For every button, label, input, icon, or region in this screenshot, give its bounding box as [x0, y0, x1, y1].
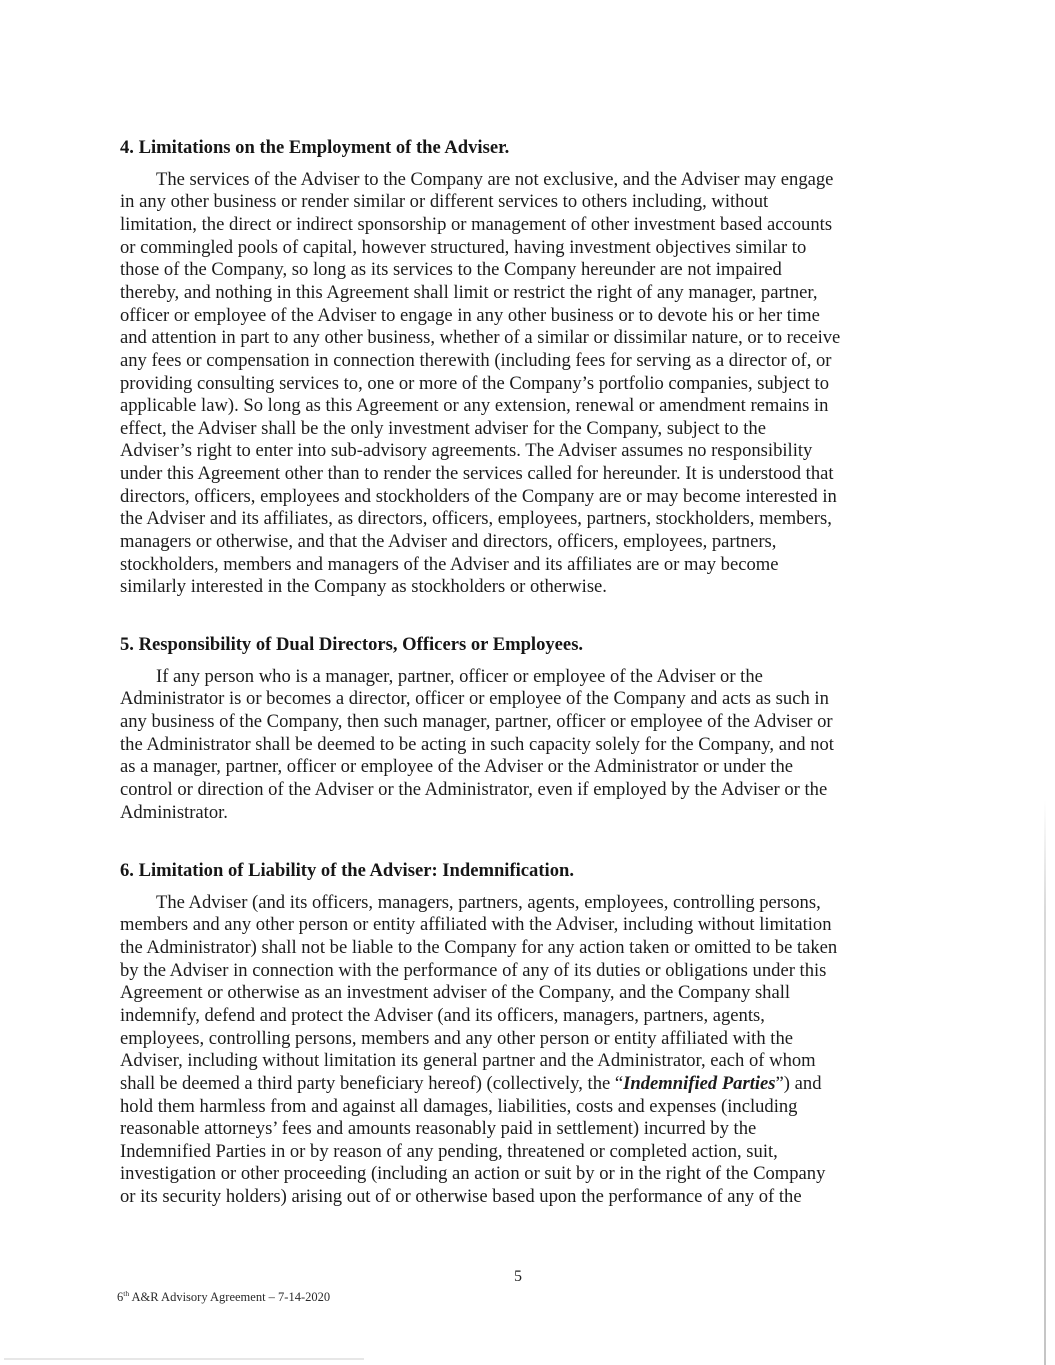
paragraph-line: any fees or compensation in connection therewith (including fees for serving as a director of, or — [120, 349, 832, 371]
paragraph-line: hold them harmless from and against all damages, liabilities, costs and expenses (including — [120, 1095, 798, 1117]
paragraph-line: and attention in part to any other business, whether of a similar or dissimilar nature, or to receive — [120, 327, 841, 349]
paragraph-line: If any person who is a manager, partner, officer or employee of the Adviser or the — [156, 665, 763, 687]
section-4 — [120, 137, 940, 599]
paragraph-line: by the Adviser in connection with the performance of any of its duties or obligations under this — [120, 959, 827, 981]
footer-ordinal-suffix: th — [123, 1289, 130, 1298]
paragraph-line: any business of the Company, then such manager, partner, officer or employee of the Adviser or — [120, 710, 833, 732]
section-heading: 5. Responsibility of Dual Directors, Officers or Employees. — [120, 634, 584, 655]
footer-ordinal: 6 — [117, 1290, 124, 1304]
paragraph-line: Adviser, including without limitation its general partner and the Administrator, each of whom — [120, 1050, 816, 1072]
paragraph-line: control or direction of the Adviser or the Administrator, even if employed by the Adviser or the — [120, 778, 828, 800]
section-heading: 4. Limitations on the Employment of the Adviser. — [120, 137, 510, 158]
section-heading: 6. Limitation of Liability of the Adviser: Indemnification. — [120, 860, 575, 881]
paragraph-line: thereby, and nothing in this Agreement shall limit or restrict the right of any manager, partner, — [120, 281, 818, 303]
paragraph-line: members and any other person or entity affiliated with the Adviser, including without limitation — [120, 914, 832, 936]
footer-document-label — [117, 1289, 330, 1305]
paragraph-line: effect, the Adviser shall be the only investment adviser for the Company, subject to the — [120, 417, 766, 439]
paragraph-line: under this Agreement other than to render the services called for hereunder. It is understood that — [120, 463, 834, 485]
paragraph-line: providing consulting services to, one or more of the Company’s portfolio companies, subject to — [120, 372, 830, 394]
paragraph-line: Administrator. — [120, 801, 228, 823]
paragraph-line-text: ”) and — [775, 1072, 822, 1094]
paragraph-line: Administrator is or becomes a director, officer or employee of the Company and acts as such in — [120, 688, 829, 710]
defined-term: Indemnified Parties — [623, 1072, 776, 1094]
paragraph-line: The Adviser (and its officers, managers, partners, agents, employees, controlling persons, — [156, 891, 821, 913]
page-number: 5 — [514, 1268, 522, 1285]
scan-edge-artifact — [4, 1358, 364, 1360]
section-paragraph — [120, 666, 940, 825]
paragraph-line: or its security holders) arising out of or otherwise based upon the performance of any of the — [120, 1186, 802, 1208]
paragraph-line-with-defined-term — [120, 1073, 940, 1096]
paragraph-line: employees, controlling persons, members and any other person or entity affiliated with the — [120, 1027, 793, 1049]
paragraph-line: Agreement or otherwise as an investment adviser of the Company, and the Company shall — [120, 982, 791, 1004]
paragraph-line: the Administrator shall be deemed to be acting in such capacity solely for the Company, and not — [120, 733, 834, 755]
paragraph-line: managers or otherwise, and that the Adviser and directors, officers, employees, partners, — [120, 531, 777, 553]
paragraph-line: in any other business or render similar or different services to others including, without — [120, 191, 769, 213]
paragraph-line: similarly interested in the Company as stockholders or otherwise. — [120, 576, 607, 598]
paragraph-line: directors, officers, employees and stockholders of the Company are or may become interested in — [120, 485, 837, 507]
section-5 — [120, 634, 940, 824]
paragraph-line: stockholders, members and managers of the Adviser and its affiliates are or may become — [120, 553, 779, 575]
paragraph-line: Adviser’s right to enter into sub-advisory agreements. The Adviser assumes no responsibility — [120, 440, 813, 462]
paragraph-line: limitation, the direct or indirect sponsorship or management of other investment based accounts — [120, 213, 833, 235]
paragraph-line: those of the Company, so long as its services to the Company hereunder are not impaired — [120, 259, 782, 281]
section-paragraph — [120, 169, 940, 599]
section-paragraph — [120, 892, 940, 1209]
paragraph-line: The services of the Adviser to the Company are not exclusive, and the Adviser may engage — [156, 168, 834, 190]
paragraph-line: indemnify, defend and protect the Adviser (and its officers, managers, partners, agents, — [120, 1004, 765, 1026]
section-6 — [120, 860, 940, 1209]
paragraph-line: or commingled pools of capital, however structured, having investment objectives similar to — [120, 236, 807, 258]
paragraph-line: investigation or other proceeding (including an action or suit by or in the right of the Company — [120, 1163, 826, 1185]
paragraph-line: officer or employee of the Adviser to engage in any other business or to devote his or her time — [120, 304, 820, 326]
paragraph-line: the Adviser and its affiliates, as directors, officers, employees, partners, stockholders, members, — [120, 508, 832, 530]
paragraph-line: as a manager, partner, officer or employee of the Adviser or the Administrator or under the — [120, 756, 793, 778]
paragraph-line-text: shall be deemed a third party beneficiary hereof) (collectively, the “ — [120, 1072, 624, 1094]
scan-edge-artifact — [1044, 800, 1046, 1365]
paragraph-line: Indemnified Parties in or by reason of any pending, threatened or completed action, suit, — [120, 1140, 778, 1162]
paragraph-line: the Administrator) shall not be liable to the Company for any action taken or omitted to be taken — [120, 936, 838, 958]
footer-label-text: A&R Advisory Agreement – 7-14-2020 — [129, 1290, 331, 1304]
paragraph-line: applicable law). So long as this Agreement or any extension, renewal or amendment remains in — [120, 395, 829, 417]
paragraph-line: reasonable attorneys’ fees and amounts reasonably paid in settlement) incurred by the — [120, 1118, 757, 1140]
